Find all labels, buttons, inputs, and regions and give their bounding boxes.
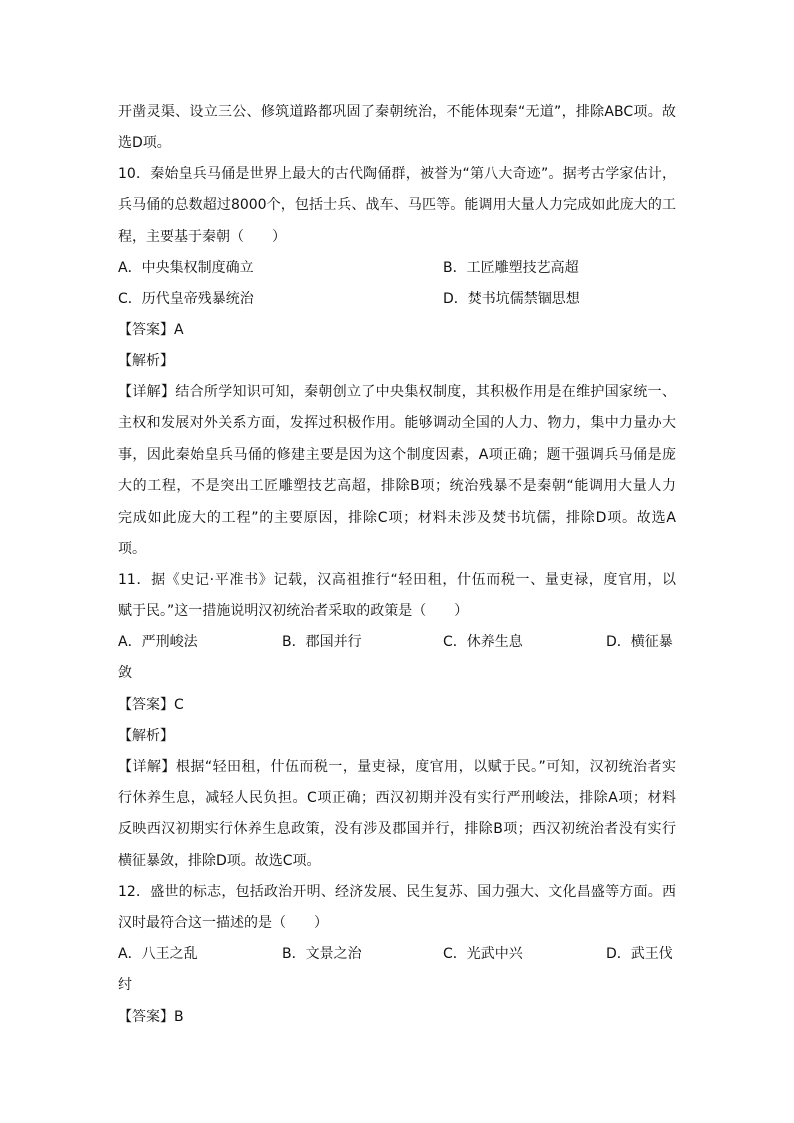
text-line: 横征暴敛，排除D项。故选C项。: [118, 853, 321, 869]
analysis-heading: 【解析】: [118, 728, 174, 744]
text-line: 程，主要基于秦朝（ ）: [118, 229, 286, 245]
text-line: 10．秦始皇兵马俑是世界上最大的古代陶俑群，被誉为“第八大奇迹”。据考古学家估计，: [118, 166, 676, 182]
answer-option: C．历代皇帝残暴统治: [118, 291, 254, 307]
answer-option: D．武王伐: [606, 946, 673, 962]
text-line: 选D项。: [118, 135, 171, 151]
answer-option: D．横征暴: [606, 634, 673, 650]
text-line: 【详解】根据“轻田租，什伍而税一，量吏禄，度官用，以赋于民。”可知，汉初统治者实: [118, 759, 676, 775]
text-line: 12．盛世的标志，包括政治开明、经济发展、民生复苏、国力强大、文化昌盛等方面。西: [118, 884, 676, 900]
text-line: 事，因此秦始皇兵马俑的修建主要是因为这个制度因素，A项正确；题干强调兵马俑是庞: [118, 447, 676, 463]
text-line: 行休养生息，减轻人民负担。C项正确；西汉初期并没有实行严刑峻法，排除A项；材料: [118, 790, 676, 806]
answer-option: C．光武中兴: [443, 946, 523, 962]
answer-option: C．休养生息: [443, 634, 523, 650]
answer-options-row: [118, 944, 676, 964]
text-line: 赋于民。”这一措施说明汉初统治者采取的政策是（ ）: [118, 603, 469, 619]
answer-label: 【答案】B: [118, 1009, 184, 1025]
text-line: 开凿灵渠、设立三公、修筑道路都巩固了秦朝统治，不能体现秦“无道”，排除ABC项。故: [118, 104, 676, 120]
text-line: 敛: [118, 665, 132, 681]
answer-option: B．文景之治: [282, 946, 362, 962]
answer-option: B．郡国并行: [282, 634, 362, 650]
text-line: 大的工程，不是突出工匠雕塑技艺高超，排除B项；统治残暴不是秦朝“能调用大量人力: [118, 478, 676, 494]
answer-option: A．中央集权制度确立: [118, 260, 254, 276]
answer-option: D．焚书坑儒禁锢思想: [443, 291, 580, 307]
answer-label: 【答案】A: [118, 322, 184, 338]
answer-options-row: [118, 632, 676, 652]
text-line: 11．据《史记·平准书》记载，汉高祖推行“轻田租，什伍而税一、量吏禄，度官用，以: [118, 572, 676, 588]
analysis-heading: 【解析】: [118, 353, 174, 369]
answer-option: A．严刑峻法: [118, 634, 198, 650]
answer-option: A．八王之乱: [118, 946, 198, 962]
answer-options-row: [118, 289, 676, 309]
text-line: 项。: [118, 541, 146, 557]
text-line: 主权和发展对外关系方面，发挥过积极作用。能够调动全国的人力、物力，集中力量办大: [118, 415, 676, 431]
text-line: 完成如此庞大的工程”的主要原因，排除C项；材料未涉及焚书坑儒，排除D项。故选A: [118, 510, 676, 526]
text-line: 反映西汉初期实行休养生息政策，没有涉及郡国并行，排除B项；西汉初统治者没有实行: [118, 821, 676, 837]
text-line: 汉时最符合这一描述的是（ ）: [118, 915, 328, 931]
text-line: 【详解】结合所学知识可知，秦朝创立了中央集权制度，其积极作用是在维护国家统一、: [118, 384, 676, 400]
text-line: 纣: [118, 977, 132, 993]
answer-label: 【答案】C: [118, 697, 184, 713]
answer-options-row: [118, 258, 676, 278]
answer-option: B．工匠雕塑技艺高超: [443, 260, 579, 276]
text-line: 兵马俑的总数超过8000个，包括士兵、战车、马匹等。能调用大量人力完成如此庞大的工: [118, 197, 676, 213]
